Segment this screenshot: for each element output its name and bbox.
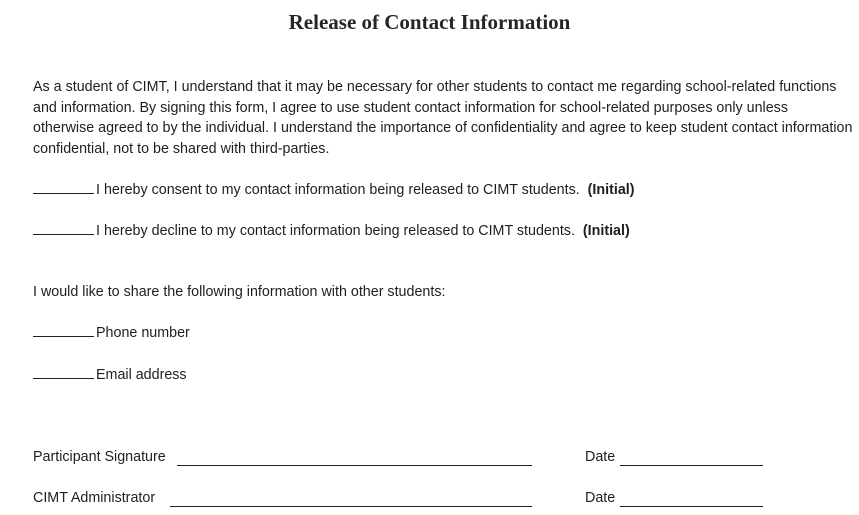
decline-initial-blank[interactable] xyxy=(33,222,94,235)
participant-date-field[interactable] xyxy=(620,465,763,466)
share-option-label: Phone number xyxy=(96,325,190,341)
participant-signature-field[interactable] xyxy=(177,465,532,466)
admin-date-label: Date xyxy=(585,490,616,506)
admin-signature-field[interactable] xyxy=(170,506,532,507)
participant-signature-label: Participant Signature xyxy=(33,449,166,465)
share-option-phone xyxy=(33,324,190,341)
email-initial-blank[interactable] xyxy=(33,366,94,379)
consent-row xyxy=(33,181,635,198)
phone-initial-blank[interactable] xyxy=(33,324,94,337)
consent-text: I hereby consent to my contact information being released to CIMT students. xyxy=(96,182,580,198)
consent-initial-note: (Initial) xyxy=(587,182,635,198)
intro-paragraph: As a student of CIMT, I understand that it may be necessary for other students to contact me regarding school-related functions and information. By signing this form, I agree to use student contact information for school-related purposes only unless otherwise agreed to by the individual. I understand the importance of confidentiality and agree to keep student contact information confidential, not to be shared with third-parties. xyxy=(33,79,853,157)
share-option-email xyxy=(33,366,187,383)
share-heading: I would like to share the following information with other students: xyxy=(33,284,446,300)
decline-initial-note: (Initial) xyxy=(582,223,630,239)
admin-date-field[interactable] xyxy=(620,506,763,507)
share-option-label: Email address xyxy=(96,367,187,383)
admin-signature-label: CIMT Administrator xyxy=(33,490,156,506)
consent-initial-blank[interactable] xyxy=(33,181,94,194)
document-title: Release of Contact Information xyxy=(288,10,571,34)
participant-date-label: Date xyxy=(585,449,616,465)
decline-row xyxy=(33,222,630,239)
decline-text: I hereby decline to my contact information being released to CIMT students. xyxy=(96,223,575,239)
